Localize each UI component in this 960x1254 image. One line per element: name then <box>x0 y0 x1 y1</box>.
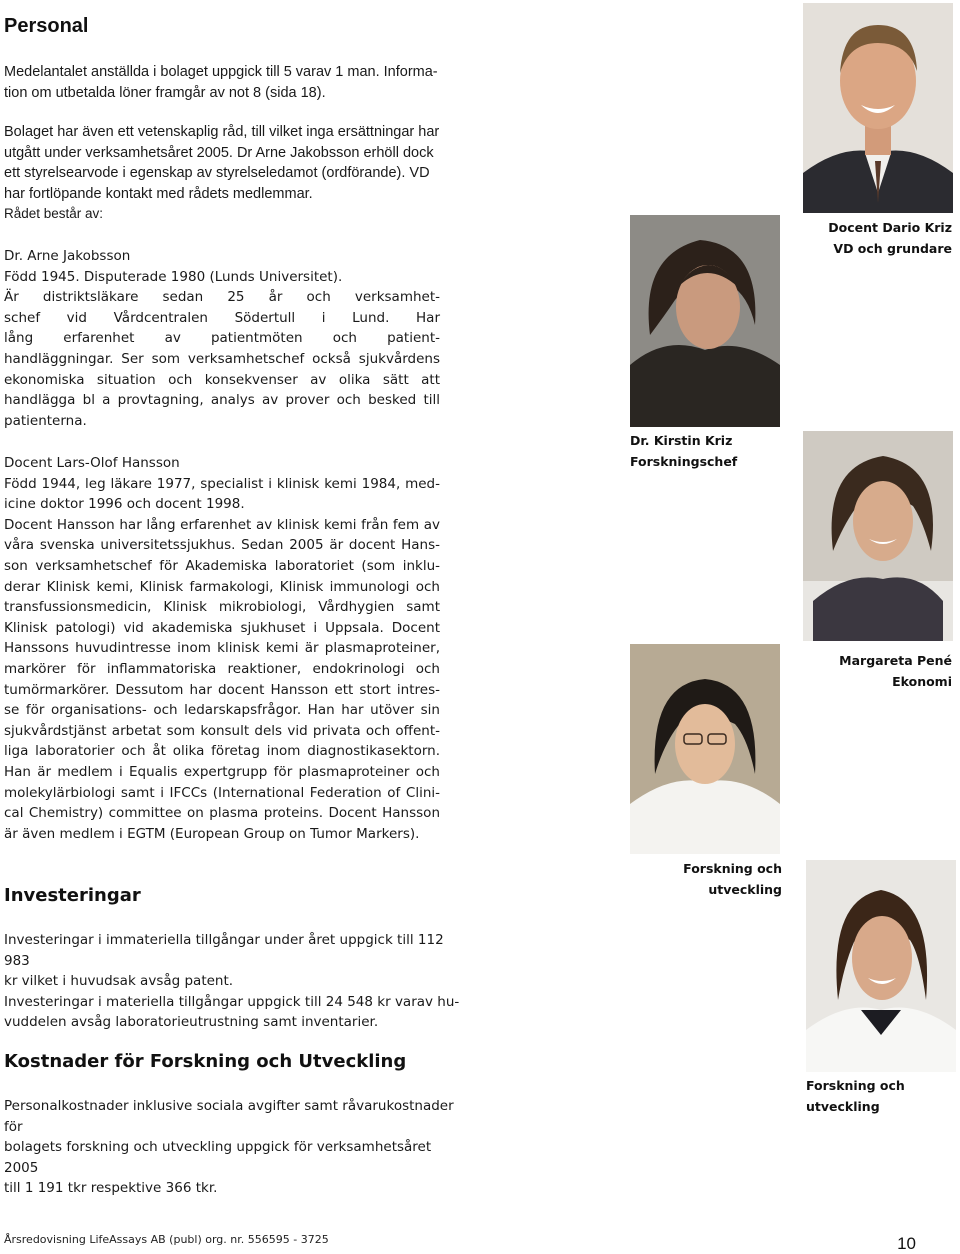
caption-margareta: Margareta Pené Ekonomi <box>839 653 952 689</box>
portrait-image <box>803 3 953 213</box>
caption-kirstin: Dr. Kirstin Kriz Forskningschef <box>630 433 738 469</box>
bio-lars-olof-hansson: Docent Lars-Olof Hansson Född 1944, leg läkare 1977, specialist i klinisk kemi 1984, med- icine doktor 1996 och docent 1998. Docent Hansson har lång erfarenhet av klinisk kemi från fem av våra svenska universitetssjukhus. Sedan 2005 är docent Hans- son verksamhetschef för Akademiska laboratoriet (som inklu- derar Klinisk kemi, Klinisk farmakologi, Klinisk immunologi och transfussionsmedicin, Klinisk mikrobiologi, Vårdhygien samt Klinisk patologi) vid akademiska sjukhuset i Uppsala. Docent Hanssons huvudintresse inom klinisk kemi är plasmaproteiner, markörer för inflammatoriska reaktioner, endokrinologi och tumörmarkörer. Dessutom har docent Hansson ett stort intres- se för organisations- och ledarskapsfrågor. Han har utöver sin sjukvårdstjänst arbetat som konsult dels vid privata och offent- liga laboratorier och åt olika företag inom diagnostikasektorn. Han är medlem i Equalis expertgrupp för plasmaproteiner och molekylärbiologi samt i IFCCs (International Federation of Clini- cal Chemistry) committee on plasma proteins. Docent Hansson är även medlem i EGTM (European Group on Tumor Markers). <box>4 455 440 842</box>
photo-kirstin-kriz <box>630 215 780 427</box>
page-number: 10 <box>897 1234 916 1253</box>
photo-research-staff-1 <box>630 644 780 854</box>
photo-research-staff-2 <box>806 860 956 1072</box>
section-heading-kostnader: Kostnader för Forskning och Utveckling <box>4 1051 407 1072</box>
portrait-image <box>806 860 956 1072</box>
paragraph-scientific-council: Bolaget har även ett vetenskaplig råd, till vilket inga ersättningar har utgått under verksamhetsåret 2005. Dr Arne Jakobsson erhöll dock ett styrelsearvode i egenskap av styrelseledamot (ordförande). VD har fortlöpande kontakt med rådets medlemmar. Rådet består av: <box>4 124 440 222</box>
section-heading-investeringar: Investeringar <box>4 885 141 906</box>
bio-arne-jakobsson: Dr. Arne Jakobsson Född 1945. Disputerade 1980 (Lunds Universitet). Är distriktsläkare sedan 25 år och verksamhet- schef vid Vårdcentralen Södertull i Lund. Har lång erfarenhet av patientmöten och patient- handläggningar. Ser som verksamhetschef också sjukvårdens ekonomiska situation och konsekvenser av olika sätt att handlägga bl a provtagning, analys av prover och besked till patienterna. <box>4 248 440 429</box>
caption-research-staff-2: Forskning och utveckling <box>806 1078 905 1114</box>
caption-dario: Docent Dario Kriz VD och grundare <box>828 220 952 256</box>
paragraph-investeringar: Investeringar i immateriella tillgångar under året uppgick till 112 983 kr vilket i huvudsak avsåg patent. Investeringar i materiella tillgångar uppgick till 24 548 kr varav hu- vuddelen avsåg laboratorieutrustning samt inventarier. <box>4 932 460 1031</box>
paragraph-kostnader: Personalkostnader inklusive sociala avgifter samt råvarukostnader för bolagets forskning och utveckling uppgick för verksamhetsåret 2005 till 1 191 tkr respektive 366 tkr. <box>4 1098 454 1197</box>
photo-dario-kriz <box>803 3 953 213</box>
paragraph-employees: Medelantalet anställda i bolaget uppgick till 5 varav 1 man. Informa- tion om utbetalda löner framgår av not 8 (sida 18). <box>4 64 438 101</box>
bio-name: Dr. Arne Jakobsson <box>4 248 131 264</box>
photo-margareta-pene <box>803 431 953 641</box>
footer-company-info: Årsredovisning LifeAssays AB (publ) org. nr. 556595 - 3725 <box>4 1233 329 1246</box>
portrait-image <box>803 431 953 641</box>
section-heading-personal: Personal <box>4 15 89 37</box>
bio-name: Docent Lars-Olof Hansson <box>4 455 180 471</box>
portrait-image <box>630 644 780 854</box>
portrait-image <box>630 215 780 427</box>
caption-research-staff-1: Forskning och utveckling <box>683 861 782 897</box>
